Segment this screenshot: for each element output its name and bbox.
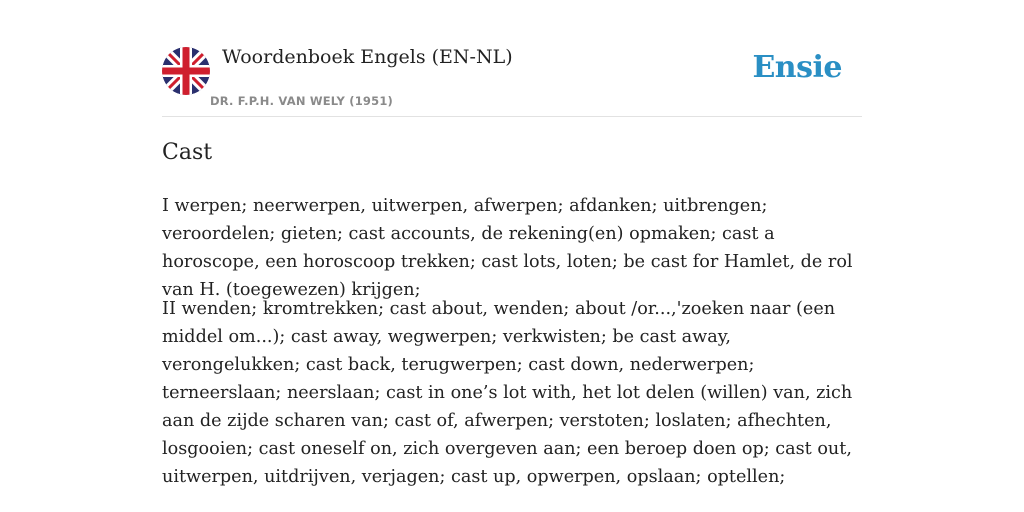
page-content	[162, 0, 862, 487]
definition-paragraph-2: II wenden; kromtrekken; cast about, wenden; about /or...,'zoeken naar (een middel om...); cast away, wegwerpen; verkwisten; be cast away, verongelukken; cast back, terugwerpen; cast down, nederwerpen; terneerslaan; neerslaan; cast in one’s lot with, het lot delen (willen) van, zich aan de zijde scharen van; cast of, afwerpen; verstoten; loslaten; afhechten, losgooien; cast oneself on, zich overgeven aan; een beroep doen op; cast out, uitwerpen, uitdrijven, verjagen; cast up, opwerpen, opslaan; optellen;	[162, 299, 853, 487]
dictionary-author: DR. F.P.H. VAN WELY (1951)	[210, 94, 393, 108]
entry-headword: Cast	[162, 140, 213, 165]
ensie-logo[interactable]: Ensie	[752, 50, 842, 85]
definition-paragraph-1: I werpen; neerwerpen, uitwerpen, afwerpen; afdanken; uitbrengen; veroordelen; gieten; cast accounts, de rekening(en) opmaken; cast a horoscope, een horoscoop trekken; cast lots, loten; be cast for Hamlet, de rol van H. (toegewezen) krijgen;	[162, 196, 853, 300]
dictionary-header	[162, 0, 862, 117]
uk-flag-icon	[162, 47, 210, 95]
dictionary-title[interactable]: Woordenboek Engels (EN-NL)	[222, 46, 513, 68]
